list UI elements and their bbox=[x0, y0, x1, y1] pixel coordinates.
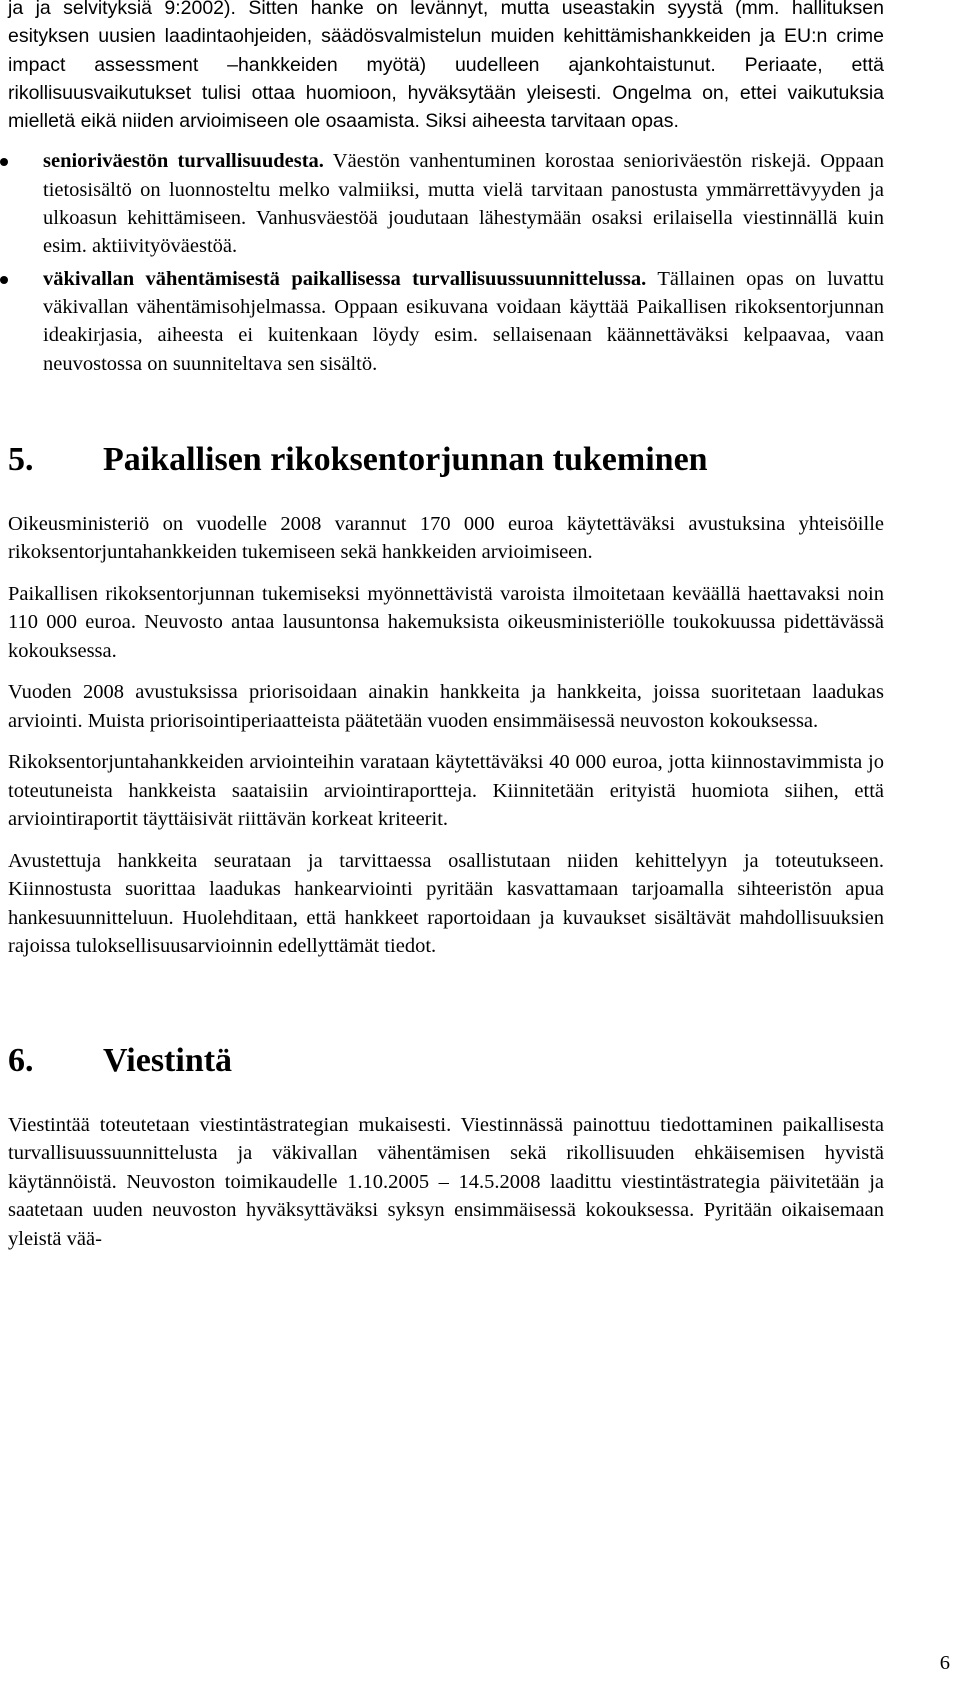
section-number: 5. bbox=[8, 440, 34, 478]
section-title: Viestintä bbox=[103, 1041, 233, 1079]
page-number: 6 bbox=[939, 1652, 950, 1674]
section-6-heading bbox=[8, 1041, 884, 1081]
section-number: 6. bbox=[8, 1041, 34, 1079]
paragraph: Paikallisen rikoksentorjunnan tukemiseksi myönnettävistä varoista ilmoitetaan keväällä haettavaksi noin 110 000 euroa. Neuvosto antaa lausuntonsa hakemuksista oikeusministeriölle toukokuussa pidettävässä kokouksessa. bbox=[8, 582, 884, 662]
bullet-heading: väkivallan vähentämisestä paikallisessa turvallisuussuunnittelussa. bbox=[43, 267, 647, 290]
paragraph: Rikoksentorjuntahankkeiden arviointeihin varataan käytettäväksi 40 000 euroa, jotta kiinnostavimmista jo toteutuneista hankkeista saataisiin arviointiraportteja. Kiinnitetään erityistä huomiota siihen, että arviointiraportit täyttäisivät riittävän korkeat kriteerit. bbox=[8, 751, 884, 831]
bullet-item-violence bbox=[8, 265, 884, 378]
page-content bbox=[8, 0, 884, 1253]
paragraph: Viestintää toteutetaan viestintästrategian mukaisesti. Viestinnässä painottuu tiedottaminen paikallisesta turvallisuussuunnittelusta ja väkivallan vähentämisen sekä rikollisuuden ehkäisemisen hyvistä käytännöistä. Neuvoston toimikaudelle 1.10.2005 – 14.5.2008 laadittu viestintästrategia päivitetään ja saatetaan uuden neuvoston hyväksyttäväksi syksyn ensimmäisessä kokouksessa. Pyritään oikaisemaan yleistä vää- bbox=[8, 1113, 884, 1250]
paragraph: Vuoden 2008 avustuksissa priorisoidaan ainakin hankkeita ja hankkeita, joissa suoritetaan laadukas arviointi. Muista priorisointiperiaatteista päätetään vuoden ensimmäisessä neuvoston kokouksessa. bbox=[8, 681, 884, 732]
bullet-icon bbox=[0, 276, 8, 284]
bullet-text: Väestön vanhentuminen korostaa senioriväestön riskejä. Oppaan tietosisältö on luonnosteltu melko valmiiksi, mutta vielä tarvitaan panostusta ymmärrettävyyden ja ulkoasun kehittämiseen. Vanhusväestöä joudutaan lähestymään osaksi erilaisella viestinnällä kuin esim. aktiivityöväestöä. bbox=[43, 150, 884, 258]
intro-paragraph bbox=[8, 0, 884, 135]
bullet-text: Tällainen opas on luvattu väkivallan vähentämisohjelmassa. Oppaan esikuvana voidaan käyttää Paikallisen rikoksentorjunnan ideakirjasia, aiheesta ei kuitenkaan löydy esim. sellaisenaan käännettäväksi kelpaavaa, vaan neuvostossa on suunniteltava sen sisältö. bbox=[43, 267, 884, 375]
section-5-heading bbox=[8, 440, 884, 480]
bullet-icon bbox=[0, 158, 8, 166]
bullet-item-senior bbox=[8, 147, 884, 260]
section-title: Paikallisen rikoksentorjunnan tukeminen bbox=[103, 440, 708, 478]
paragraph: Oikeusministeriö on vuodelle 2008 varannut 170 000 euroa käytettäväksi avustuksina yhteisöille rikoksentorjuntahankkeiden tukemiseen sekä hankkeiden arvioimiseen. bbox=[8, 512, 884, 564]
paragraph: Avustettuja hankkeita seurataan ja tarvittaessa osallistutaan niiden kehittelyyn ja toteutukseen. Kiinnostusta suorittaa laadukas hankearviointi pyritään kasvattamaan tarjoamalla sihteeristön apua hankesuunnitteluun. Huolehditaan, että hankkeet raportoidaan ja kuvaukset sisältävät mahdollisuuksien rajoissa tuloksellisuusarvioinnin edellyttämät tiedot. bbox=[8, 849, 884, 958]
bullet-heading: senioriväestön turvallisuudesta. bbox=[43, 150, 324, 173]
intro-text: ja ja selvityksiä 9:2002). Sitten hanke on levännyt, mutta useastakin syystä (mm. hallituksen esityksen uusien laadintaohjeiden, säädösvalmistelun muiden kehittämishankkeiden ja EU:n crime impact assessment –hankkeiden myötä) uudelleen ajankohtaistunut. Periaate, että rikollisuusvaikutukset tulisi ottaa huomioon, hyväksytään yleisesti. Ongelma on, ettei vaikutuksia mielletä eikä niiden arvioimiseen ole osaamista. Siksi aiheesta tarvitaan opas. bbox=[8, 0, 884, 133]
